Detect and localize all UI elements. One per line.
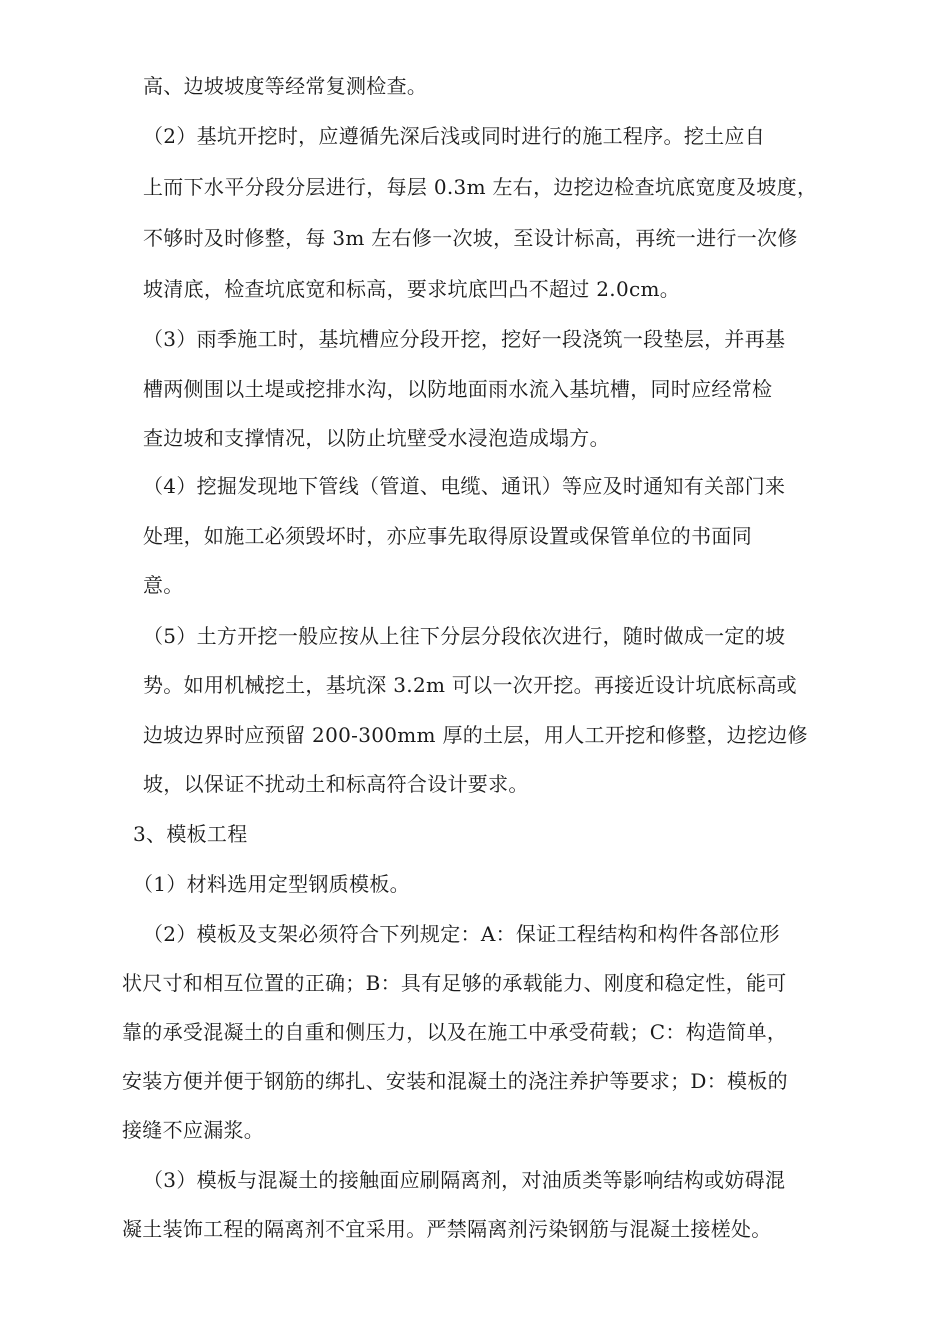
- text-line: 不够时及时修整，每 3m 左右修一次坡，至设计标高，再统一进行一次修: [143, 226, 798, 250]
- text-line: 安装方便并便于钢筋的绑扎、安装和混凝土的浇注养护等要求；D：模板的: [122, 1069, 788, 1093]
- text-line: （1）材料选用定型钢质模板。: [133, 872, 410, 896]
- text-line: 势。如用机械挖土，基坑深 3.2m 可以一次开挖。再接近设计坑底标高或: [143, 673, 797, 697]
- text-line: 接缝不应漏浆。: [122, 1118, 265, 1142]
- text-line: 靠的承受混凝土的自重和侧压力，以及在施工中承受荷载；C：构造简单，: [122, 1020, 788, 1044]
- text-line: （5）土方开挖一般应按从上往下分层分段依次进行，随时做成一定的坡: [143, 624, 786, 648]
- text-line: 边坡边界时应预留 200-300mm 厚的土层，用人工开挖和修整，边挖边修: [143, 723, 808, 747]
- text-line: 槽两侧围以土堤或挖排水沟，以防地面雨水流入基坑槽，同时应经常检: [143, 377, 773, 401]
- text-line: （3）模板与混凝土的接触面应刷隔离剂，对油质类等影响结构或妨碍混: [143, 1168, 786, 1192]
- text-line: 高、边坡坡度等经常复测检查。: [143, 74, 428, 98]
- text-line: （2）基坑开挖时，应遵循先深后浅或同时进行的施工程序。挖土应自: [143, 124, 766, 148]
- text-line: 坡，以保证不扰动土和标高符合设计要求。: [143, 772, 529, 796]
- text-line: （4）挖掘发现地下管线（管道、电缆、通讯）等应及时通知有关部门来: [143, 474, 786, 498]
- text-line: 状尺寸和相互位置的正确；B：具有足够的承载能力、刚度和稳定性，能可: [122, 971, 787, 995]
- text-line: （3）雨季施工时，基坑槽应分段开挖，挖好一段浇筑一段垫层，并再基: [143, 327, 786, 351]
- text-line: 处理，如施工必须毁坏时，亦应事先取得原设置或保管单位的书面同: [143, 524, 752, 548]
- text-line: 坡清底，检查坑底宽和标高，要求坑底凹凸不超过 2.0cm。: [143, 277, 681, 301]
- text-line: （2）模板及支架必须符合下列规定：A：保证工程结构和构件各部位形: [143, 922, 780, 946]
- section-heading: 3、模板工程: [133, 822, 248, 846]
- text-line: 上而下水平分段分层进行，每层 0.3m 左右，边挖边检查坑底宽度及坡度，: [143, 175, 818, 199]
- text-line: 凝土装饰工程的隔离剂不宜采用。严禁隔离剂污染钢筋与混凝土接槎处。: [122, 1217, 772, 1241]
- text-line: 意。: [143, 573, 184, 597]
- text-line: 查边坡和支撑情况，以防止坑壁受水浸泡造成塌方。: [143, 426, 610, 450]
